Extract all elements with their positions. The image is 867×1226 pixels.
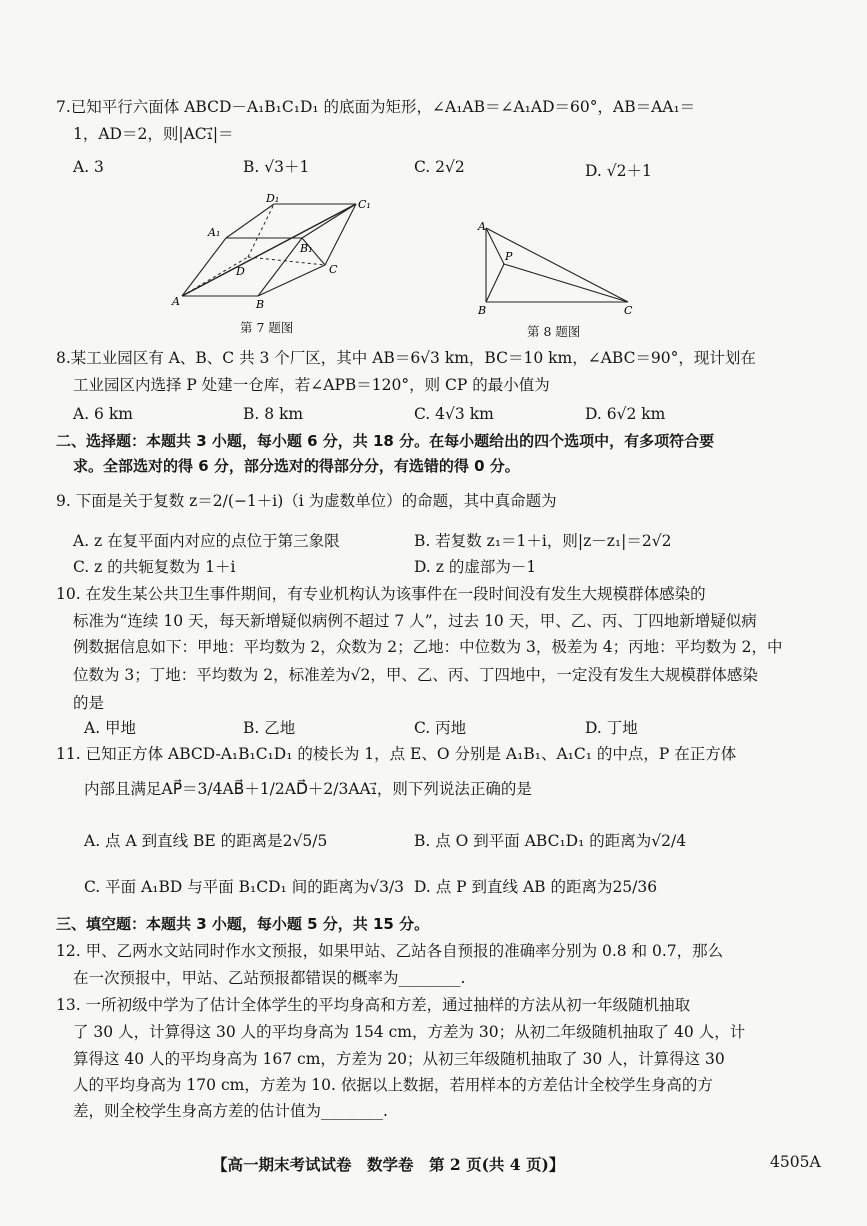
fig7-label-c: C bbox=[329, 263, 338, 276]
q8-line2: 工业园区内选择 P 处建一仓库，若∠APB＝120°，则 CP 的最小值为 bbox=[73, 376, 550, 394]
q13-line5: 差，则全校学生身高方差的估计值为________. bbox=[73, 1102, 388, 1120]
q10-option-c: C. 丙地 bbox=[414, 719, 467, 737]
section3-heading: 三、填空题：本题共 3 小题，每小题 5 分，共 15 分。 bbox=[56, 915, 430, 933]
q9-option-d: D. z 的虚部为－1 bbox=[414, 558, 537, 576]
fig7-label-b: B bbox=[256, 298, 265, 311]
q7-option-a: A. 3 bbox=[73, 158, 104, 176]
q7-option-d: D. √2＋1 bbox=[585, 162, 652, 180]
section2-heading: 二、选择题：本题共 3 小题，每小题 6 分，共 18 分。在每小题给出的四个选项中，有多项符合要 bbox=[56, 432, 715, 450]
fig8-label-c: C bbox=[624, 304, 633, 317]
q8-option-a: A. 6 km bbox=[73, 405, 133, 423]
q10-option-b: B. 乙地 bbox=[243, 719, 296, 737]
q11-line2: 内部且满足AP⃗＝3/4AB⃗＋1/2AD⃗＋2/3AA₁⃗，则下列说法正确的是 bbox=[84, 780, 532, 798]
fig7-label-a1: A₁ bbox=[208, 226, 221, 239]
q11-option-b: B. 点 O 到平面 ABC₁D₁ 的距离为√2/4 bbox=[414, 832, 687, 850]
q10-line1: 10. 在发生某公共卫生事件期间，有专业机构认为该事件在一段时间没有发生大规模群体感染的 bbox=[56, 585, 706, 603]
fig7-label-d: D bbox=[236, 265, 245, 278]
q9-option-c: C. z 的共轭复数为 1＋i bbox=[73, 558, 236, 576]
q11-option-d: D. 点 P 到直线 AB 的距离为25/36 bbox=[414, 878, 658, 896]
q10-option-d: D. 丁地 bbox=[585, 719, 638, 737]
fig8-label-a: A bbox=[478, 220, 486, 233]
q12-line2: 在一次预报中，甲站、乙站预报都错误的概率为________. bbox=[73, 969, 466, 987]
page-footer-code: 4505A bbox=[770, 1153, 821, 1171]
page-footer-title: 【高一期末考试试卷 数学卷 第 2 页(共 4 页)】 bbox=[212, 1155, 565, 1174]
fig8-label-b: B bbox=[478, 304, 487, 317]
q7-option-c: C. 2√2 bbox=[414, 158, 465, 176]
fig7-label-a: A bbox=[172, 295, 180, 308]
fig7-caption: 第 7 题图 bbox=[240, 320, 294, 335]
figure-7-parallelepiped bbox=[170, 190, 380, 315]
q7-line1: 7.已知平行六面体 ABCD－A₁B₁C₁D₁ 的底面为矩形，∠A₁AB＝∠A₁AD＝60°，AB＝AA₁＝ bbox=[56, 98, 696, 116]
q10-line2: 标准为“连续 10 天，每天新增疑似病例不超过 7 人”，过去 10 天，甲、乙、丙、丁四地新增疑似病 bbox=[73, 612, 757, 630]
q11-line1: 11. 已知正方体 ABCD-A₁B₁C₁D₁ 的棱长为 1，点 E、O 分别是 A₁B₁、A₁C₁ 的中点，P 在正方体 bbox=[56, 745, 737, 763]
section2-instructions: 求。全部选对的得 6 分，部分选对的得部分分，有选错的得 0 分。 bbox=[73, 457, 520, 475]
figure-8-triangle bbox=[472, 218, 642, 318]
q13-line1: 13. 一所初级中学为了估计全体学生的平均身高和方差，通过抽样的方法从初一年级随机抽取 bbox=[56, 996, 691, 1014]
q10-line3: 例数据信息如下：甲地：平均数为 2，众数为 2；乙地：中位数为 3，极差为 4；丙地：平均数为 2，中 bbox=[73, 638, 783, 656]
q7-line2: 1，AD＝2，则|AC₁⃗|＝ bbox=[73, 125, 234, 143]
q11-option-a: A. 点 A 到直线 BE 的距离是2√5/5 bbox=[84, 832, 328, 850]
fig8-caption: 第 8 题图 bbox=[527, 324, 581, 339]
q8-option-d: D. 6√2 km bbox=[585, 405, 666, 423]
q13-line4: 人的平均身高为 170 cm，方差为 10. 依据以上数据，若用样本的方差估计全校学生身高的方 bbox=[73, 1076, 713, 1094]
q10-line5: 的是 bbox=[73, 694, 105, 712]
q9-stem: 9. 下面是关于复数 z＝2/(−1＋i)（i 为虚数单位）的命题，其中真命题为 bbox=[56, 492, 557, 510]
q10-line4: 位数为 3；丁地：平均数为 2，标准差为√2，甲、乙、丙、丁四地中，一定没有发生大规模群体感染 bbox=[73, 666, 758, 684]
q9-option-b: B. 若复数 z₁＝1＋i，则|z－z₁|＝2√2 bbox=[414, 532, 672, 550]
q10-option-a: A. 甲地 bbox=[84, 719, 137, 737]
fig8-label-p: P bbox=[505, 250, 513, 263]
fig7-label-c1: C₁ bbox=[358, 198, 371, 211]
q11-option-c: C. 平面 A₁BD 与平面 B₁CD₁ 间的距离为√3/3 bbox=[84, 878, 405, 896]
q7-option-b: B. √3＋1 bbox=[243, 158, 310, 176]
q9-option-a: A. z 在复平面内对应的点位于第三象限 bbox=[73, 532, 340, 550]
q8-option-b: B. 8 km bbox=[243, 405, 304, 423]
q13-line2: 了 30 人，计算得这 30 人的平均身高为 154 cm，方差为 30；从初二年级随机抽取了 40 人，计 bbox=[73, 1023, 746, 1041]
q12-line1: 12. 甲、乙两水文站同时作水文预报，如果甲站、乙站各自预报的准确率分别为 0.8 和 0.7，那么 bbox=[56, 942, 724, 960]
fig7-label-b1: B₁ bbox=[300, 242, 313, 255]
fig7-label-d1: D₁ bbox=[266, 192, 280, 205]
q8-option-c: C. 4√3 km bbox=[414, 405, 494, 423]
q13-line3: 算得这 40 人的平均身高为 167 cm，方差为 20；从初三年级随机抽取了 30 人，计算得这 30 bbox=[73, 1050, 725, 1068]
q8-line1: 8.某工业园区有 A、B、C 共 3 个厂区，其中 AB＝6√3 km，BC＝10 km，∠ABC＝90°，现计划在 bbox=[56, 349, 756, 367]
